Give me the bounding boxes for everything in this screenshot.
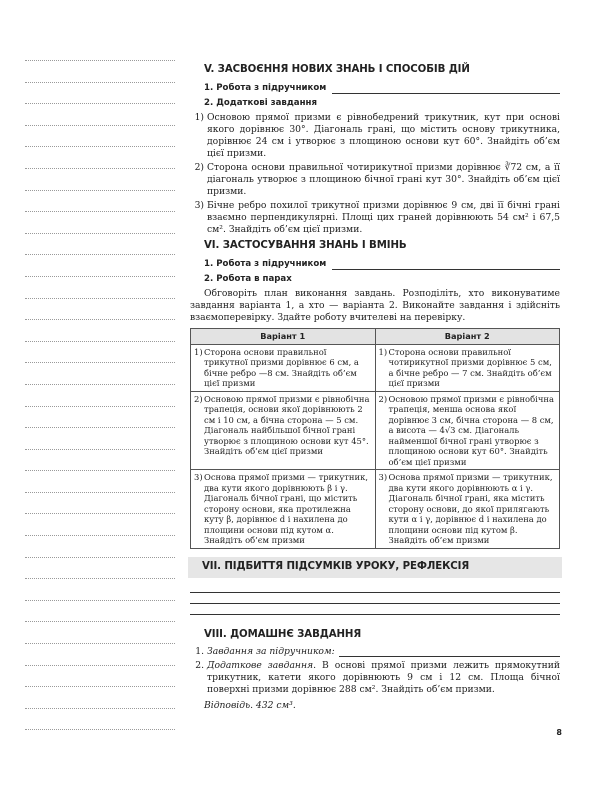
margin-line bbox=[25, 665, 175, 666]
margin-line bbox=[25, 535, 175, 536]
table-header: Варіант 2 bbox=[375, 329, 560, 345]
margin-line bbox=[25, 298, 175, 299]
task-text: Сторона основи правильної чотирикутної призми дорівнює ∛72 см, а її діагональ утворює з площиною бічної грані кут 30°. Знайдіть об’єм цієї призми. bbox=[207, 162, 560, 197]
textbook-work-line bbox=[204, 82, 560, 94]
homework-task-list bbox=[190, 646, 560, 696]
task-number: 2) bbox=[194, 162, 204, 173]
section-7-title: VII. ПІДБИТТЯ ПІДСУМКІВ УРОКУ, РЕФЛЕКСІЯ bbox=[202, 560, 470, 572]
task-text: Сторона основи правильної трикутної призми дорівнює 6 см, а бічне ребро —8 см. Знайдіть об’єм цієї призми bbox=[204, 346, 359, 388]
homework-task-1 bbox=[207, 646, 560, 658]
margin-line bbox=[25, 146, 175, 147]
margin-line bbox=[25, 600, 175, 601]
table-header: Варіант 1 bbox=[191, 329, 376, 345]
answer-line[interactable] bbox=[339, 646, 560, 657]
margin-line bbox=[25, 492, 175, 493]
answer-line[interactable] bbox=[332, 260, 560, 270]
reflection-line[interactable] bbox=[190, 593, 560, 604]
table-cell bbox=[375, 344, 560, 391]
task-text: Основа прямої призми — трикутник, два кути якого дорівнюють β і γ. Діагональ бічної грані, що містить сторону основи, яка протилежна куту β, дорівнює d і нахилена до площини основи під кутом α. Знайдіть об’єм призми bbox=[204, 472, 368, 545]
textbook-work-label: 1. Робота з підручником bbox=[204, 259, 327, 269]
margin-line bbox=[25, 557, 175, 558]
task-number: 3) bbox=[194, 200, 204, 211]
margin-line bbox=[25, 427, 175, 428]
reflection-line[interactable] bbox=[190, 582, 560, 593]
margin-line bbox=[25, 103, 175, 104]
section-5-task-list bbox=[190, 112, 560, 236]
task-number: 3) bbox=[378, 472, 388, 482]
margin-line bbox=[25, 708, 175, 709]
margin-line bbox=[25, 319, 175, 320]
list-item bbox=[190, 162, 560, 198]
table-cell bbox=[375, 391, 560, 470]
textbook-work-line bbox=[204, 258, 560, 270]
table-row bbox=[191, 391, 560, 470]
reflection-line[interactable] bbox=[190, 604, 560, 615]
table-cell bbox=[375, 470, 560, 549]
margin-line bbox=[25, 82, 175, 83]
answer-text: Відповідь. 432 см³. bbox=[204, 699, 296, 711]
margin-line bbox=[25, 341, 175, 342]
margin-line bbox=[25, 211, 175, 212]
task-text: Основою прямої призми є рівнобічна трапеція, основи якої дорівнюють 2 см і 10 см, а бічна сторона — 5 см. Діагональ найбільшої бічної грані утворює з площиною основи кут 45°. Знайдіть об’єм цієї призми bbox=[204, 393, 370, 456]
margin-line bbox=[25, 168, 175, 169]
page-content bbox=[190, 64, 560, 712]
list-item bbox=[190, 660, 560, 696]
task-text: Сторона основи правильної чотирикутної призми дорівнює 5 см, а бічне ребро — 7 см. Знайдіть об’єм цієї призми bbox=[388, 346, 552, 388]
list-item bbox=[190, 112, 560, 160]
task-number: 3) bbox=[194, 472, 203, 482]
pair-work-heading bbox=[204, 273, 560, 285]
pair-work-label: 2. Робота в парах bbox=[204, 274, 292, 284]
table-row bbox=[191, 470, 560, 549]
homework-task-2 bbox=[207, 660, 560, 696]
task-text: В основі прямої призми лежить прямокутний трикутник, катети якого дорівнюють 9 см і 12 см. Площа бічної поверхні призми дорівнює 288 см². Знайдіть об’єм призми. bbox=[207, 659, 561, 695]
section-6-title: VI. ЗАСТОСУВАННЯ ЗНАНЬ І ВМІНЬ bbox=[204, 240, 407, 251]
task-text: Основа прямої призми — трикутник, два кути якого дорівнюють α і γ. Діагональ бічної грані, яка містить сторону основи, до якої прилягають кути α і γ, дорівнює d і нахилена до площини основи під кутом β. Знайдіть об’єм призми bbox=[388, 472, 553, 545]
pair-work-instructions: Обговоріть план виконання завдань. Розподіліть, хто виконуватиме завдання варіанта 1, а хто — варіанта 2. Виконайте завдання і здійсніть взаємоперевірку. Здайте роботу вчителеві на перевірку. bbox=[190, 288, 560, 323]
margin-line bbox=[25, 233, 175, 234]
table-cell bbox=[191, 470, 376, 549]
task-text: Основою прямої призми є рівнобедрений трикутник, кут при основі якого дорівнює 30°. Діагональ грані, що містить основу трикутника, дорівнює 24 см і утворює з площиною основи кут 60°. Знайдіть об’єм цієї призми. bbox=[207, 112, 560, 159]
task-number: 2. bbox=[195, 659, 204, 671]
section-5-title: V. ЗАСВОЄННЯ НОВИХ ЗНАНЬ І СПОСОБІВ ДІЙ bbox=[204, 64, 470, 75]
margin-line bbox=[25, 254, 175, 255]
margin-line bbox=[25, 729, 175, 730]
margin-line bbox=[25, 276, 175, 277]
extra-tasks-label: 2. Додаткові завдання bbox=[204, 98, 317, 108]
list-item bbox=[190, 646, 560, 658]
margin-line bbox=[25, 190, 175, 191]
list-item bbox=[190, 200, 560, 236]
task-number: 2) bbox=[194, 393, 203, 404]
margin-line bbox=[25, 621, 175, 622]
margin-line bbox=[25, 362, 175, 363]
table-row bbox=[191, 344, 560, 391]
task-label: Додаткове завдання. bbox=[207, 659, 317, 671]
task-number: 2) bbox=[378, 393, 388, 404]
margin-line bbox=[25, 60, 175, 61]
section-8-title: VIII. ДОМАШНЄ ЗАВДАННЯ bbox=[204, 628, 362, 640]
task-number: 1) bbox=[194, 346, 203, 357]
textbook-work-label: 1. Робота з підручником bbox=[204, 83, 327, 93]
variants-table bbox=[190, 328, 560, 549]
margin-line bbox=[25, 578, 175, 579]
task-number: 1) bbox=[378, 346, 388, 357]
homework-section bbox=[190, 629, 560, 712]
page-number: 8 bbox=[556, 728, 562, 737]
task-number: 1) bbox=[194, 112, 204, 123]
task-label: Завдання за підручником: bbox=[207, 645, 335, 657]
margin-notes-area bbox=[25, 60, 175, 751]
answer-line[interactable] bbox=[332, 84, 560, 94]
task-text: Основою прямої призми є рівнобічна трапеція, менша основа якої дорівнює 3 см, бічна сторона — 8 см, а висота — 4√3 см. Діагональ найменшої бічної грані утворює з площиною основи кут 60°. Знайдіть об’єм цієї призми bbox=[388, 393, 554, 467]
task-text: Бічне ребро похилої трикутної призми дорівнює 9 см, дві її бічні грані взаємно перпендикулярні. Площі цих граней дорівнюють 54 см² і 67,5 см². Знайдіть об’єм цієї призми. bbox=[207, 200, 560, 235]
margin-line bbox=[25, 643, 175, 644]
task-number: 1. bbox=[195, 645, 204, 657]
margin-line bbox=[25, 406, 175, 407]
table-cell bbox=[191, 344, 376, 391]
margin-line bbox=[25, 470, 175, 471]
section-7-band bbox=[188, 557, 562, 578]
margin-line bbox=[25, 686, 175, 687]
extra-tasks-heading bbox=[204, 97, 560, 109]
margin-line bbox=[25, 125, 175, 126]
margin-line bbox=[25, 384, 175, 385]
margin-line bbox=[25, 449, 175, 450]
margin-line bbox=[25, 513, 175, 514]
table-cell bbox=[191, 391, 376, 470]
